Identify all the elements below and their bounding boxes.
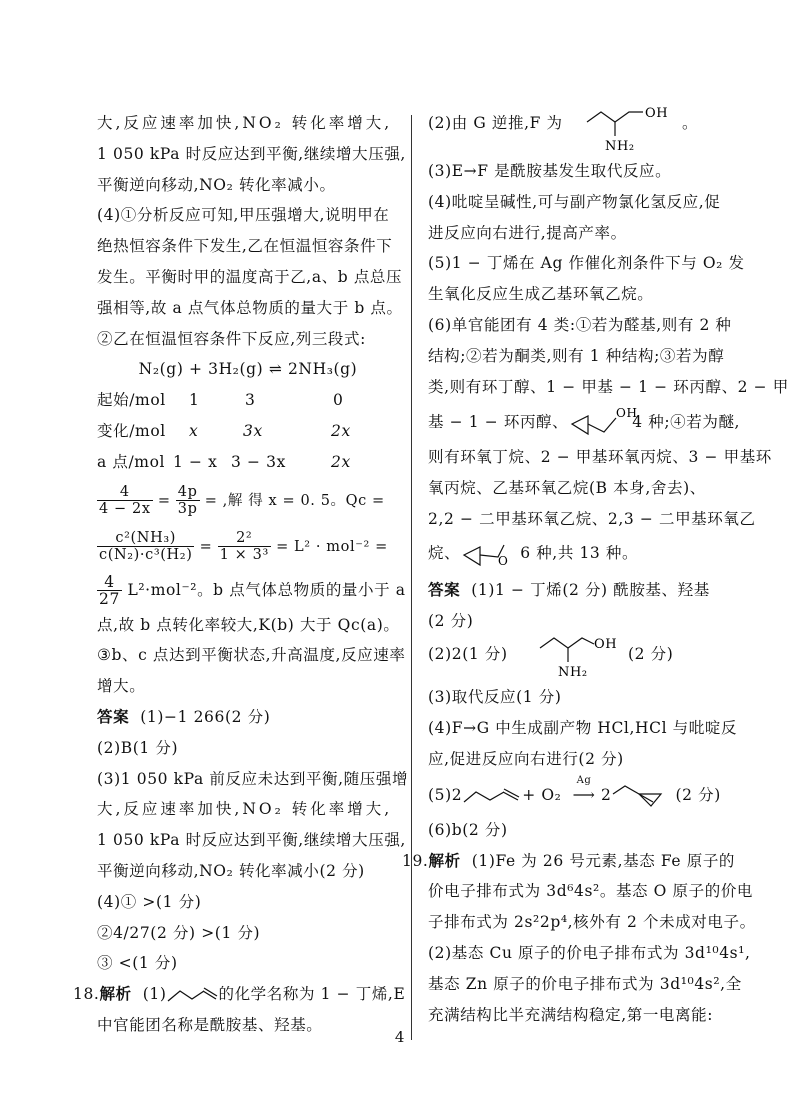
answer-label: 答案: [97, 707, 130, 726]
table-cell: 3x: [243, 421, 263, 440]
row-label: a 点/mol: [97, 452, 166, 471]
question-number: 18.: [73, 985, 100, 1004]
text-line: 大,反应速率加快,NO₂ 转化率增大,: [97, 114, 393, 132]
text-line: 基态 Zn 原子的价电子排布式为 3d¹⁰4s²,全: [428, 974, 742, 993]
text-line: (5)1 − 丁烯在 Ag 作催化剂条件下与 O₂ 发: [428, 254, 745, 273]
text-line: ③b、c 点达到平衡状态,升高温度,反应速率: [97, 646, 406, 665]
table-cell: 1: [189, 391, 200, 410]
fraction: $\frac{\text{c²(NH₃)}}{\text{c(N₂)·c³(H₂)}}$: [99, 530, 193, 564]
text-line: 基 − 1 − 环丙醇、 OH 4 种;④若为醚,: [428, 402, 728, 442]
text-line: 2,2 − 二甲基环氧乙烷、2,3 − 二甲基环氧乙: [428, 509, 756, 528]
epoxide-structure: [611, 782, 675, 810]
text-line: ②乙在恒温恒容条件下反应,列三段式:: [97, 329, 366, 348]
text-line: 1 050 kPa 时反应达到平衡,继续增大压强,: [97, 831, 406, 850]
text-line: (2)基态 Cu 原子的价电子排布式为 3d¹⁰4s¹,: [428, 943, 751, 962]
text-line: 则有环氧丁烷、2 − 甲基环氧丙烷、3 − 甲基环: [428, 448, 772, 467]
text-line: 结构;②若为酮类,则有 1 种结构;③若为醇: [428, 346, 725, 365]
table-cell: 3: [245, 391, 256, 410]
text-line: (4)① >(1 分): [97, 892, 202, 911]
text-line: (3)1 050 kPa 前反应未达到平衡,随压强增: [97, 769, 409, 788]
answer-label: 答案: [428, 580, 461, 599]
text-line: 烷、 O 6 种,共 13 种。: [428, 535, 728, 571]
page-number: 4: [394, 1028, 406, 1046]
text-line: (2)由 G 逆推,F 为 OH NH₂ 。: [428, 106, 699, 154]
left-column: [73, 108, 409, 1041]
text-line: 子排布式为 2s²2p⁴,核外有 2 个未成对电子。: [428, 913, 756, 932]
text-line: 平衡逆向移动,NO₂ 转化率减小。: [97, 175, 336, 194]
question-number: 19.: [402, 851, 429, 870]
fraction: $\frac{4}{4 - 2x}$: [99, 484, 151, 518]
text-line: 平衡逆向移动,NO₂ 转化率减小(2 分): [97, 861, 365, 880]
text-line: 1 050 kPa 时反应达到平衡,继续增大压强,: [97, 144, 406, 163]
fraction: $\frac{4p}{3p}$: [177, 484, 198, 518]
text-line: ③ <(1 分): [97, 954, 178, 973]
table-cell: 2x: [331, 452, 351, 471]
table-cell: 1 − x: [173, 452, 218, 471]
reaction-arrow: Ag ⟶: [572, 774, 596, 804]
text-line: $\frac{4}{27}$ L²·mol⁻²。b 点气体总物质的量小于 a: [99, 573, 406, 609]
nh2-label: NH₂: [605, 139, 635, 154]
solve-line: $\frac{4}{4 - 2x}$ = $\frac{4p}{3p}$ = ,解 得 x = 0. 5。Qc =: [99, 484, 385, 518]
table-row: [97, 385, 399, 416]
answer-line: 答案 (1)−1 266(2 分): [97, 707, 271, 726]
reaction-equation: N₂(g) + 3H₂(g) ⇌ 2NH₃(g): [138, 360, 358, 379]
amino-alcohol-structure: [583, 106, 678, 152]
text-line: (6)b(2 分): [428, 820, 508, 839]
analysis-label: 解析: [99, 985, 132, 1004]
butene-structure: [462, 786, 522, 806]
analysis-label: 解析: [428, 851, 461, 870]
text-line: 生氧化反应生成乙基环氧乙烷。: [428, 285, 654, 304]
text-line: (4)①分析反应可知,甲压强增大,说明甲在: [97, 206, 390, 225]
text-line: (4)F→G 中生成副产物 HCl,HCl 与吡啶反: [428, 719, 738, 738]
text-line: 发生。平衡时甲的温度高于乙,a、b 点总压: [97, 267, 403, 286]
text-line: 点,故 b 点转化率较大,K(b) 大于 Qc(a)。: [97, 615, 400, 634]
table-row: [97, 416, 399, 447]
butene-structure: [166, 987, 218, 1003]
cyclopropyl-ether-structure: [460, 539, 520, 569]
text-line: 应,促进反应向右进行(2 分): [428, 749, 624, 768]
text-line: (2)2(1 分) OH NH₂ (2 分): [428, 636, 728, 682]
row-label: 变化/mol: [97, 421, 166, 440]
reaction-line: (5)2 + O₂ Ag ⟶ 2 (2 分): [428, 775, 728, 815]
cyclopropyl-ethanol-structure: [568, 406, 638, 440]
svg-text:OH: OH: [616, 406, 638, 421]
text-line: 绝热恒容条件下发生,乙在恒温恒容条件下: [97, 237, 393, 256]
oh-label: OH: [645, 106, 669, 121]
text-line: 中官能团名称是酰胺基、羟基。: [97, 1015, 323, 1034]
right-column: [402, 106, 789, 1030]
unit-text: = L² · mol⁻² =: [276, 538, 388, 555]
svg-text:OH: OH: [594, 637, 618, 653]
text-line: (3)E→F 是酰胺基发生取代反应。: [428, 162, 672, 180]
question-19-line: 19.解析 (1)Fe 为 26 号元素,基态 Fe 原子的: [402, 851, 736, 870]
text-line: (2 分): [428, 611, 474, 630]
row-label: 起始/mol: [97, 391, 166, 410]
table-cell: x: [189, 421, 199, 440]
amino-alcohol-structure: [536, 632, 626, 681]
column-divider: [411, 115, 412, 1040]
text-line: 类,则有环丁醇、1 − 甲基 − 1 − 环丙醇、2 − 甲: [428, 377, 789, 396]
table-cell: 0: [333, 391, 344, 410]
fraction: $\frac{4}{27}$: [99, 573, 120, 609]
text-line: 增大。: [97, 677, 146, 696]
question-18-line: 18.解析 (1) 的化学名称为 1 − 丁烯,E: [73, 985, 406, 1004]
text-line: 氧丙烷、乙基环氧乙烷(B 本身,舍去)、: [428, 479, 706, 498]
text-line: 进反应向右进行,提高产率。: [428, 223, 627, 242]
text-line: 充满结构比半充满结构稳定,第一电离能:: [428, 1005, 714, 1024]
text-line: 价电子排布式为 3d⁶4s²。基态 O 原子的价电: [428, 882, 754, 901]
text-line: 强相等,故 a 点气体总物质的量大于 b 点。: [97, 298, 403, 317]
table-cell: 2x: [331, 421, 351, 440]
text-line: (2)B(1 分): [97, 738, 179, 757]
text-line: ②4/27(2 分) >(1 分): [97, 923, 261, 942]
text-line: (3)取代反应(1 分): [428, 688, 562, 707]
table-row: [97, 447, 399, 478]
svg-text:NH₂: NH₂: [558, 665, 588, 681]
text-line: 大,反应速率加快,NO₂ 转化率增大,: [97, 800, 393, 819]
text-line: (4)吡啶呈碱性,可与副产物氯化氢反应,促: [428, 192, 721, 211]
table-cell: 3 − 3x: [231, 452, 286, 471]
answer-line: 答案 (1)1 − 丁烯(2 分) 酰胺基、羟基: [428, 580, 710, 599]
fraction: $\frac{\text{2²}}{\text{1 × 3³}}$: [219, 530, 269, 564]
solve-text: = ,解 得 x = 0. 5。Qc =: [204, 492, 385, 509]
qc-line: $\frac{\text{c²(NH₃)}}{\text{c(N₂)·c³(H₂)}}$ = $\frac{\text{2²}}{\text{1 × 3³}}$ = L² · mol⁻² =: [99, 530, 388, 564]
svg-text:O: O: [498, 553, 509, 568]
text-line: (6)单官能团有 4 类:①若为醛基,则有 2 种: [428, 315, 732, 334]
